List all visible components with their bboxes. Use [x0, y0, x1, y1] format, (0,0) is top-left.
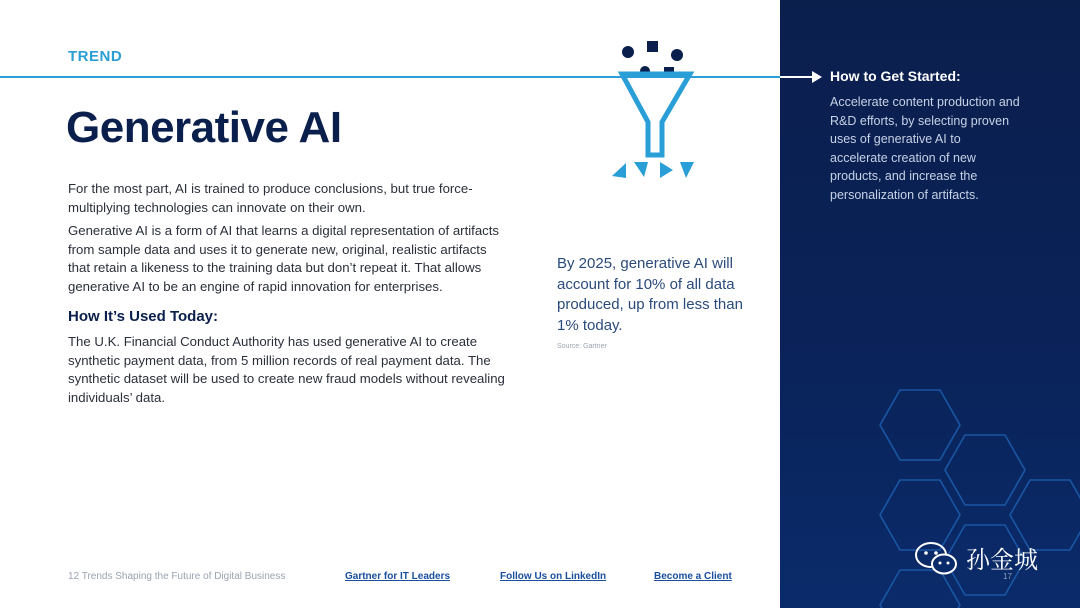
arrow-right-icon — [812, 71, 822, 83]
watermark — [914, 540, 1038, 575]
get-started-heading: How to Get Started: — [830, 68, 961, 84]
page-title: Generative AI — [66, 103, 342, 152]
funnel-icon — [606, 38, 702, 186]
watermark-text: 孙金城 — [966, 546, 1038, 574]
footer-link-gartner[interactable]: Gartner for IT Leaders — [345, 571, 451, 582]
sidebar-panel — [780, 0, 1080, 608]
page-number: 17 — [1003, 572, 1012, 581]
footer-title: 12 Trends Shaping the Future of Digital Business — [68, 571, 286, 582]
definition-paragraph: Generative AI is a form of AI that learns a digital representation of artifacts from sample data and uses it to generate new, original, realistic artifacts that retain a likeness to the training data but don’t repeat it. That allows generative AI to be an engine of rapid innovation for enterprises. — [68, 223, 500, 294]
stat-callout: By 2025, generative AI will account for 10% of all data produced, up from less than 1% today. — [557, 255, 743, 334]
example-paragraph: The U.K. Financial Conduct Authority has used generative AI to create synthetic payment data, from 5 million records of real payment data. The synthetic dataset will be used to create new fraud models without revealing individuals’ data. — [68, 334, 505, 405]
stat-source: Source: Gartner — [557, 343, 607, 350]
footer-link-linkedin[interactable]: Follow Us on LinkedIn — [500, 571, 607, 582]
arrow-line — [780, 76, 816, 78]
intro-paragraph: For the most part, AI is trained to produce conclusions, but true force-multiplying technologies can innovate on their own. — [68, 181, 473, 215]
footer-link-become-client[interactable]: Become a Client — [654, 571, 732, 582]
section-label: TREND — [68, 48, 123, 65]
used-today-heading: How It’s Used Today: — [68, 308, 219, 325]
wechat-icon — [914, 541, 958, 575]
get-started-body: Accelerate content production and R&D efforts, by selecting proven uses of generative AI to accelerate creation of new products, and increase the personalization of artifacts. — [830, 95, 1020, 202]
